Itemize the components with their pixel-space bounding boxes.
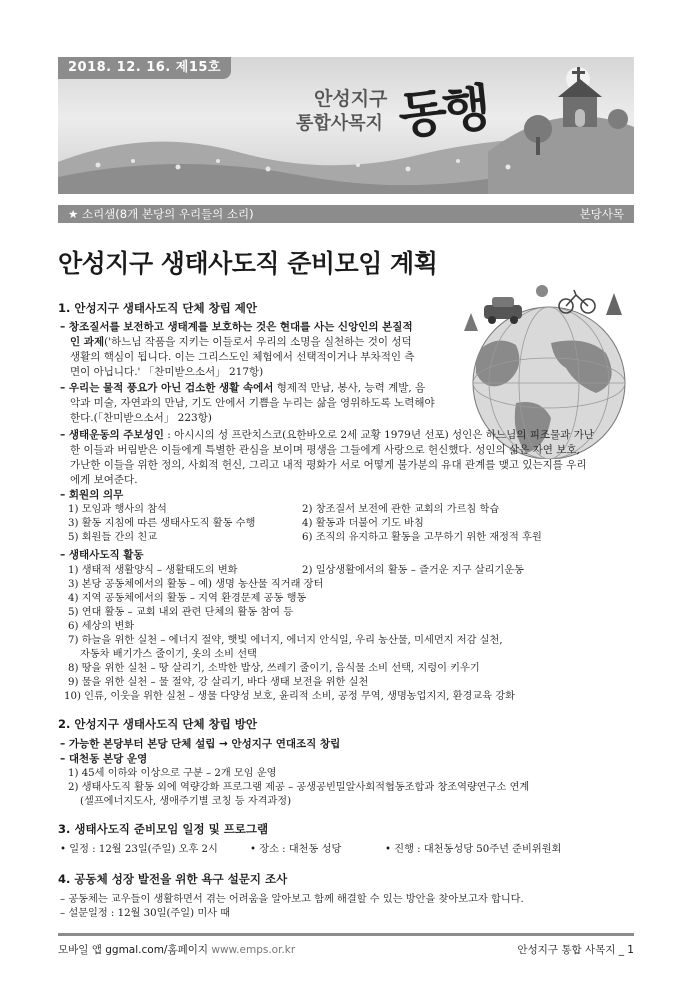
list-item: 2) 일상생활에서의 활동 – 즐거운 지구 살리기운동 (302, 565, 524, 576)
survey-line: – 공동체는 교우들이 생활하면서 겪는 어려움을 알아보고 함께 해결할 수 있는 방안을 찾아보고자 합니다. (60, 894, 524, 905)
list-item: 10) 인류, 이웃을 위한 실천 – 생물 다양성 보호, 윤리적 소비, 공정 무역, 생명농업지지, 환경교육 강화 (64, 691, 515, 702)
paragraph-patron-saint: – 생태운동의 주보성인 : 아시시의 성 프란치스코(요한바오로 2세 교황 1979년 선포) 성인은 하느님의 피조물과 가난 한 이들과 버림받은 이들에게 특별한 관심을 보이며 평생을 그들에게 사랑으로 헌신했다. 성인의 삶은 자연 보호, 가난한 이들을 위한 정의, 사회적 헌신, 그리고 내적 평화가 서로 어떻게 불가분의 유대 관계를 맺고 있는지를 우리 에게 보여준다. (60, 429, 594, 486)
section-bar (58, 205, 634, 223)
activities-heading: – 생태사도직 활동 (60, 549, 144, 561)
list-item: 6) 조직의 유지하고 활동을 고무하기 위한 재정적 후원 (302, 532, 542, 543)
list-item: 5) 연대 활동 – 교회 내외 관련 단체의 활동 참여 등 (68, 607, 294, 618)
car-icon (484, 297, 522, 324)
survey-line: – 설문일정 : 12월 30일(주일) 미사 때 (60, 908, 231, 919)
list-item: 5) 회원들 간의 친교 (68, 532, 158, 543)
article-title: 안성지구 생태사도직 준비모임 계획 (58, 249, 438, 278)
schedule-place: • 장소 : 대천동 성당 (250, 844, 342, 855)
list-item: 4) 지역 공동체에서의 활동 – 지역 환경문제 공동 행동 (68, 593, 307, 604)
website-link[interactable]: www.emps.or.kr (211, 944, 296, 956)
list-item: 7) 하늘을 위한 실천 – 에너지 절약, 햇빛 에너지, 에너지 안식일, 우리 농산물, 미세먼지 저감 실천, (68, 635, 503, 646)
list-item: 8) 땅을 위한 실천 – 땅 살리기, 소박한 밥상, 쓰레기 줄이기, 음식물 소비 선택, 지렁이 키우기 (68, 663, 480, 674)
section-2-heading: 2. 안성지구 생태사도직 단체 창립 방안 (58, 717, 258, 731)
section-1-heading: 1. 안성지구 생태사도직 단체 창립 제안 (58, 301, 258, 315)
list-item: 4) 활동과 더불어 기도 바침 (302, 518, 424, 529)
list-item: 1) 생태적 생활양식 – 생활태도의 변화 (68, 565, 238, 576)
section-label: ★ 소리샘(8개 본당의 우리들의 소리) (68, 207, 254, 221)
section-4-heading: 4. 공동체 성장 발전을 위한 욕구 설문지 조사 (58, 872, 288, 886)
footer-page-label: 안성지구 통합 사목지 _ 1 (517, 944, 634, 956)
list-item: 3) 활동 지침에 따른 생태사도직 활동 수행 (68, 518, 256, 529)
issue-label: 2018. 12. 16. 제15호 (58, 57, 231, 79)
footer-divider (58, 933, 634, 936)
chapel-icon (558, 67, 602, 127)
member-duties-heading: – 회원의 의무 (60, 489, 124, 501)
region-name: 안성지구 (314, 88, 388, 110)
list-item: 2) 생태사도직 활동 외에 역량강화 프로그램 제공 – 공생공빈밀알사회적협동조합과 창조역량연구소 연계 (68, 782, 530, 793)
masthead-banner (58, 57, 634, 194)
schedule-host: • 진행 : 대천동성당 50주년 준비위원회 (385, 844, 562, 855)
schedule-date: • 일정 : 12월 23일(주일) 오후 2시 (60, 844, 218, 855)
section-2-line: – 대천동 본당 운영 (60, 753, 148, 765)
list-item: 1) 45세 이하와 이상으로 구분 – 2개 모임 운영 (68, 768, 277, 779)
list-item: 6) 세상의 변화 (68, 621, 135, 632)
section-2-line: – 가능한 본당부터 본당 단체 설립 → 안성지구 연대조직 창립 (60, 738, 341, 750)
section-category: 본당사목 (579, 207, 624, 221)
paragraph-simple-life: – 우리는 물적 풍요가 아닌 검소한 생활 속에서 형제적 만남, 봉사, 능력 계발, 음 악과 미술, 자연과의 만남, 기도 안에서 기쁨을 누리는 삶을 영위하도록 노력해야 한다.(「찬미받으소서」 223항) (60, 382, 435, 424)
list-item: 3) 본당 공동체에서의 활동 – 예) 생명 농산물 직거래 장터 (68, 579, 324, 590)
publication-logo: 동행 (395, 77, 490, 146)
section-3-heading: 3. 생태사도직 준비모임 일정 및 프로그램 (58, 822, 269, 836)
list-item: 1) 모임과 행사의 참석 (68, 504, 167, 515)
footer-contact: 모바일 앱 ggmal.com/홈페이지 www.emps.or.kr (58, 944, 296, 956)
paragraph-creation-order: – 창조질서를 보전하고 생태계를 보호하는 것은 현대를 사는 신앙인의 본질적 인 과제('하느님 작품을 지키는 이들로서 우리의 소명을 실천하는 것이 성덕 생활의 핵심이 됩니다. 이는 그리스도인 체험에서 선택적이거나 부차적인 측 면이 아닙니다.' 「찬미받으소서」 217항) (60, 321, 415, 378)
publication-subtitle: 통합사목지 (296, 113, 383, 134)
list-item: 자동차 배기가스 줄이기, 옷의 소비 선택 (80, 649, 257, 660)
list-item: (셀프에너지도사, 생애주기별 코칭 등 자격과정) (80, 796, 292, 807)
list-item: 9) 물을 위한 실천 – 물 절약, 강 살리기, 바다 생태 보전을 위한 실천 (68, 677, 369, 688)
list-item: 2) 창조질서 보전에 관한 교회의 가르침 학습 (302, 504, 500, 515)
